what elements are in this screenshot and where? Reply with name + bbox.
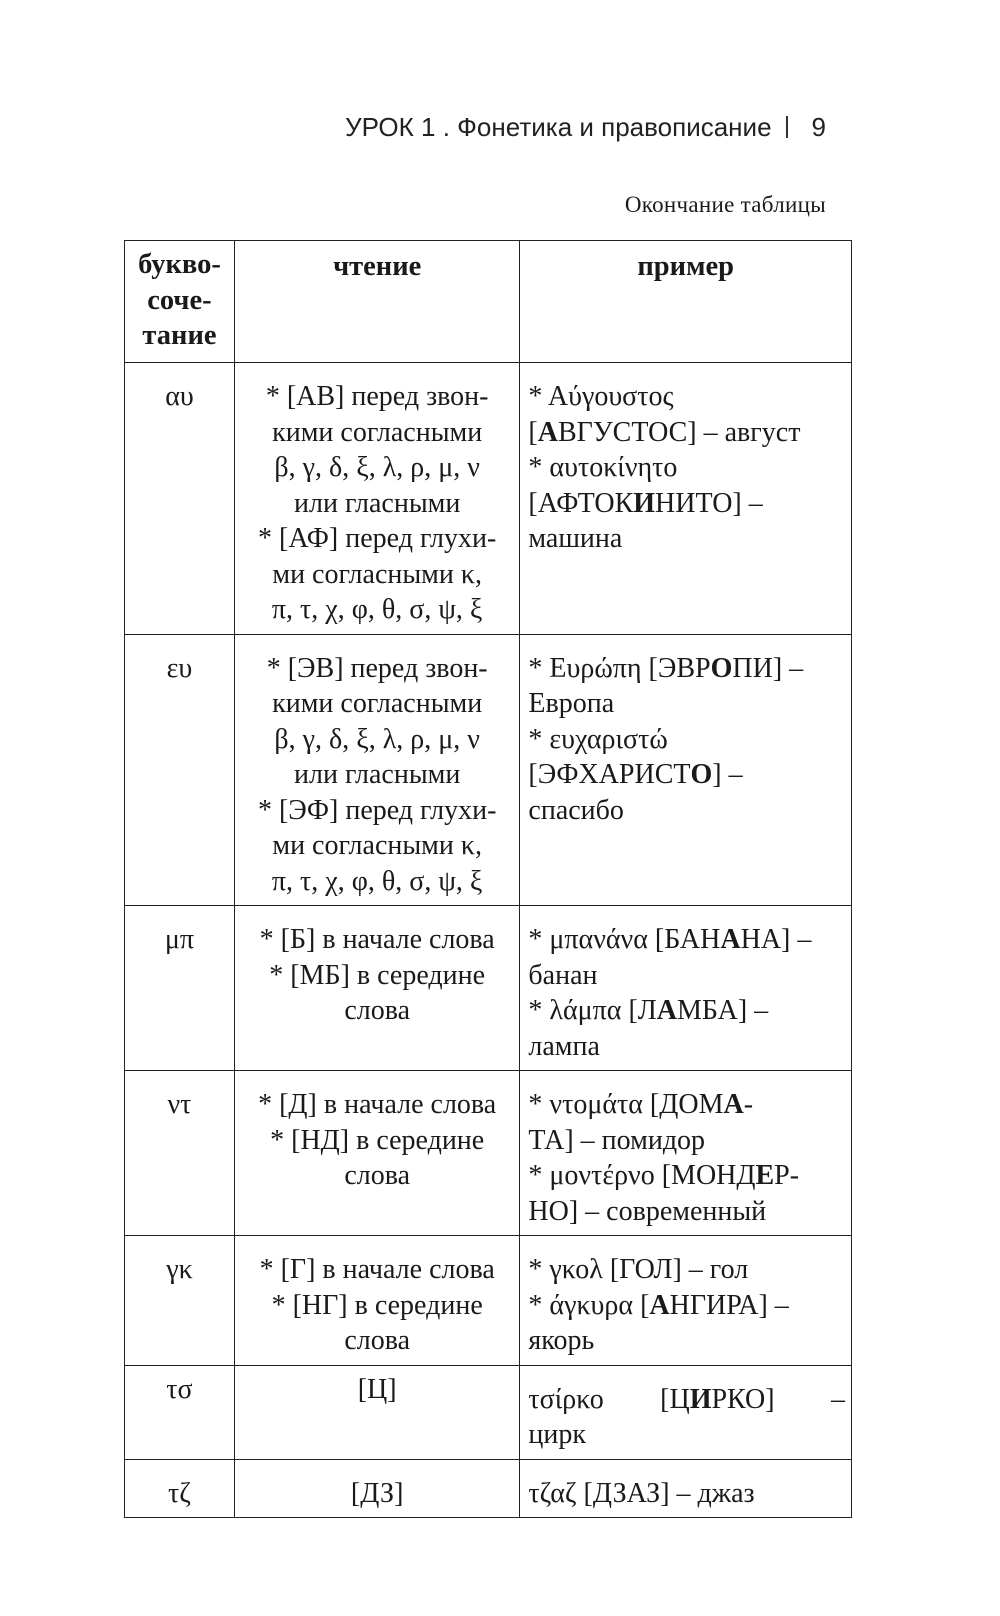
reading-cell: [234, 1365, 519, 1459]
example-text: τζαζ [ДЗАЗ] – джаз: [528, 1477, 755, 1509]
reading-line: * [Г] в начале слова: [259, 1254, 495, 1285]
reading-line: π, τ, χ, φ, θ, σ, ψ, ξ: [271, 865, 483, 897]
reading-cell: [234, 1236, 519, 1366]
combination-cell: γκ: [125, 1236, 235, 1366]
table-row: [125, 1236, 852, 1366]
example-line: [528, 521, 845, 557]
example-text: Европа: [528, 688, 615, 719]
example-line: [528, 1123, 845, 1159]
example-cell: [520, 1236, 852, 1366]
example-text: τσίρκο [Ц: [528, 1383, 690, 1415]
example-text: цирк: [528, 1419, 586, 1450]
example-line: [528, 722, 845, 758]
reading-line: кими согласными: [272, 416, 483, 448]
reading-cell: [234, 634, 519, 906]
example-text: НГИРА] –: [669, 1289, 789, 1321]
reading-line: * [ЭФ] перед глухи-: [257, 794, 497, 826]
reading-line: слова: [344, 1325, 411, 1356]
example-text: * αυτοκίνητο: [528, 452, 678, 483]
example-line: [528, 651, 845, 687]
table-row: [125, 634, 852, 906]
stressed-letter: Е: [755, 1160, 775, 1191]
example-line: [528, 1382, 845, 1418]
example-cell: [520, 363, 852, 635]
reading-line: * [НГ] в середине: [271, 1289, 483, 1321]
reading-line: ми согласными κ,: [272, 558, 482, 590]
table-header-row: [125, 241, 852, 363]
example-line: [528, 1158, 845, 1194]
reading-cell: [234, 363, 519, 635]
example-text: МБА] –: [677, 995, 769, 1026]
example-text: ТА] – помидор: [528, 1124, 706, 1156]
header-reading: чтение: [234, 241, 519, 363]
example-text: -: [743, 1089, 754, 1120]
example-line: [528, 1476, 845, 1512]
example-line: [528, 1194, 845, 1230]
example-line: [528, 757, 845, 793]
header-separator: [786, 116, 788, 138]
example-text: лампа: [528, 1030, 600, 1062]
reading-line: слова: [344, 995, 411, 1026]
reading-line: * [НД] в середине: [270, 1124, 485, 1156]
header-combination-line: букво-: [138, 249, 221, 280]
reading-line: * [ЭВ] перед звон-: [266, 652, 488, 684]
reading-cell: [234, 1071, 519, 1236]
example-text: * ευχαριστώ: [528, 723, 668, 755]
example-text: * λάμπα [Л: [528, 995, 657, 1026]
example-text: машина: [528, 523, 623, 554]
example-line: [528, 1029, 845, 1065]
stressed-letter: И: [633, 487, 656, 519]
running-header: [120, 112, 826, 143]
reading-cell: [234, 1459, 519, 1518]
reading-line: * [МБ] в середине: [269, 959, 486, 991]
example-line: [528, 1252, 845, 1288]
table-row: [125, 906, 852, 1071]
example-line: [528, 793, 845, 829]
example-text: * μπανάνα [БАН: [528, 924, 721, 955]
example-text: якорь: [528, 1325, 595, 1356]
example-cell: [520, 1459, 852, 1518]
stressed-letter: О: [710, 652, 733, 684]
table-row: [125, 1365, 852, 1459]
example-text: * άγκυρα [: [528, 1289, 650, 1321]
example-text: банан: [528, 959, 598, 991]
example-cell: [520, 1365, 852, 1459]
reading-line: * [АФ] перед глухи-: [258, 523, 497, 554]
table-row: [125, 1459, 852, 1518]
example-text: ] –: [712, 759, 743, 790]
example-line: [528, 993, 845, 1029]
reading-line: слова: [344, 1160, 411, 1191]
page-number: 9: [811, 112, 826, 142]
example-text: спасибо: [528, 794, 624, 826]
combination-cell: τσ: [125, 1365, 235, 1459]
reading-line: β, γ, δ, ξ, λ, ρ, μ, ν: [274, 452, 480, 483]
reading-line: * [Б] в начале слова: [259, 924, 495, 955]
example-text: НА] –: [740, 924, 812, 955]
reading-line: или гласными: [294, 759, 461, 790]
example-line: [528, 415, 845, 451]
example-cell: [520, 634, 852, 906]
reading-line: [ДЗ]: [350, 1477, 404, 1509]
example-text: * μοντέρνο [МОНД: [528, 1160, 756, 1191]
example-line: [528, 379, 845, 415]
example-text: Р-: [774, 1160, 800, 1191]
combination-cell: μπ: [125, 906, 235, 1071]
reading-line: * [АВ] перед звон-: [265, 381, 489, 412]
reading-line: [Ц]: [357, 1373, 397, 1405]
letter-combinations-table: [124, 240, 852, 1518]
table-row: [125, 363, 852, 635]
running-title: УРОК 1 . Фонетика и правописание: [345, 112, 772, 142]
example-text: [: [528, 416, 538, 448]
reading-cell: [234, 906, 519, 1071]
stressed-letter: А: [723, 1089, 744, 1120]
example-line: [528, 1323, 845, 1359]
example-text: ПИ] –: [732, 652, 804, 684]
combination-cell: ευ: [125, 634, 235, 906]
example-text: НИТО] –: [655, 487, 763, 519]
reading-line: * [Д] в начале слова: [258, 1089, 497, 1120]
example-cell: [520, 1071, 852, 1236]
example-text: [АФТОК: [528, 487, 634, 519]
header-combination: [125, 241, 235, 363]
table-row: [125, 1071, 852, 1236]
example-line: [528, 486, 845, 522]
example-text: НО] – современный: [528, 1195, 767, 1227]
example-line: [528, 958, 845, 994]
stressed-letter: А: [537, 416, 558, 448]
example-line: [528, 686, 845, 722]
example-text: РКО] –: [711, 1383, 845, 1415]
header-combination-line: соче-: [147, 284, 212, 316]
reading-line: π, τ, χ, φ, θ, σ, ψ, ξ: [271, 594, 483, 625]
example-text: * Ευρώπη [ЭВР: [528, 652, 711, 684]
reading-line: или гласными: [294, 487, 461, 519]
reading-line: ми согласными κ,: [272, 830, 482, 861]
reading-line: кими согласными: [272, 688, 483, 719]
header-example: пример: [520, 241, 852, 363]
example-cell: [520, 906, 852, 1071]
example-text: [ЭФХАРИСТ: [528, 759, 691, 790]
example-line: [528, 1417, 845, 1453]
example-text: * γκολ [ГОЛ] – гол: [528, 1254, 749, 1285]
stressed-letter: И: [689, 1383, 712, 1415]
reading-line: β, γ, δ, ξ, λ, ρ, μ, ν: [274, 723, 480, 755]
combination-cell: ντ: [125, 1071, 235, 1236]
example-line: [528, 922, 845, 958]
example-text: * Αύγουστος: [528, 381, 674, 412]
example-line: [528, 1288, 845, 1324]
stressed-letter: А: [720, 924, 741, 955]
header-combination-line: тание: [142, 320, 217, 351]
stressed-letter: А: [649, 1289, 670, 1321]
example-line: [528, 1087, 845, 1123]
table-continuation-note: Окончание таблицы: [624, 192, 826, 217]
example-text: * ντομάτα [ДОМ: [528, 1089, 724, 1120]
example-line: [528, 450, 845, 486]
combination-cell: αυ: [125, 363, 235, 635]
stressed-letter: О: [690, 759, 713, 790]
combination-cell: τζ: [125, 1459, 235, 1518]
example-text: ВГУСТОС] – август: [557, 416, 801, 448]
stressed-letter: А: [656, 995, 678, 1026]
